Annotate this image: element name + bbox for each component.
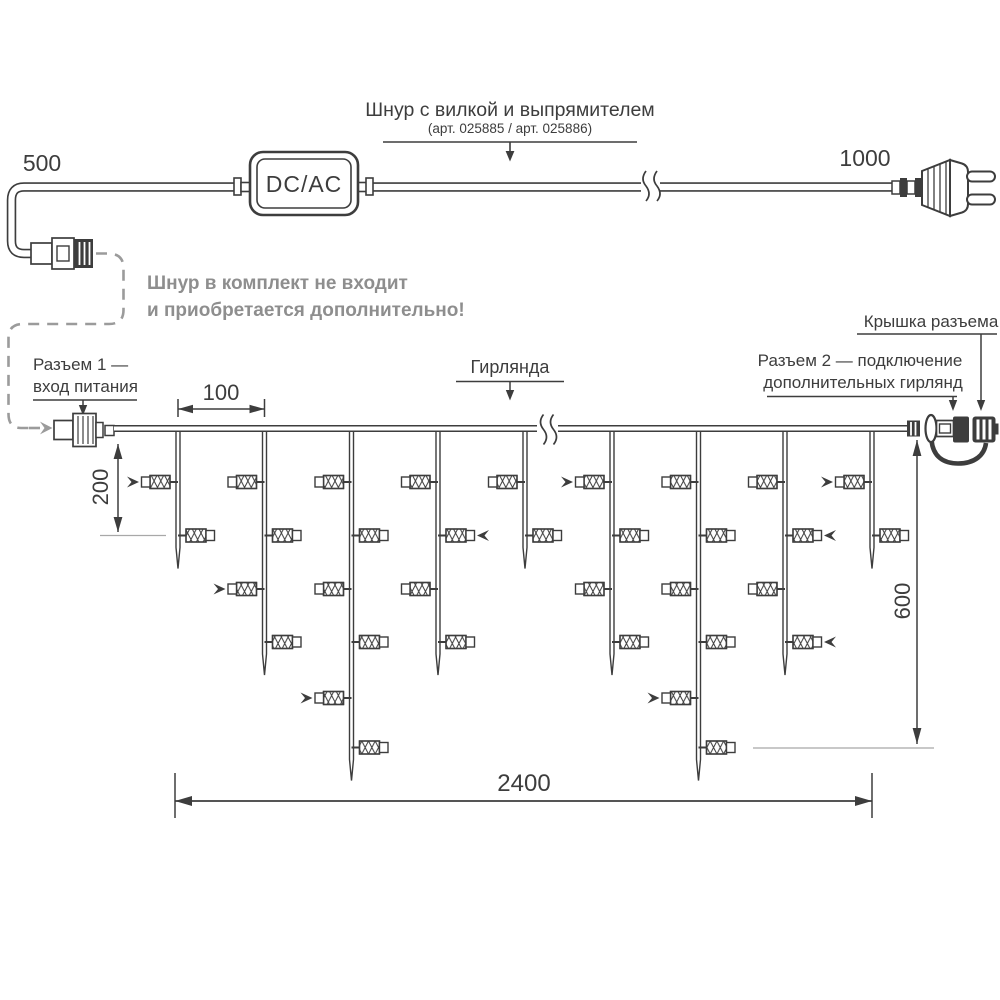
drop-wire bbox=[610, 431, 614, 676]
drop-wire bbox=[263, 431, 267, 676]
drop-wire bbox=[783, 431, 787, 676]
cord-length-left: 500 bbox=[22, 150, 62, 176]
icicle-drop bbox=[127, 431, 215, 569]
garland-label: Гирлянда bbox=[470, 357, 550, 377]
down-arrow-icon bbox=[506, 390, 514, 401]
led-bulb-icon bbox=[438, 529, 475, 542]
led-bulb-icon bbox=[836, 476, 873, 489]
plug-prong-bottom bbox=[967, 195, 995, 205]
cord-length-right: 1000 bbox=[839, 145, 891, 171]
garland-callout bbox=[456, 357, 564, 401]
dcac-converter bbox=[234, 152, 373, 215]
led-bulb-icon bbox=[662, 476, 699, 489]
led-bulb-icon bbox=[525, 529, 562, 542]
converter-right-nub bbox=[366, 178, 373, 195]
down-arrow-icon bbox=[949, 400, 957, 411]
led-bulb-icon bbox=[872, 529, 909, 542]
bulb-arrow-right-icon bbox=[301, 693, 313, 704]
led-bulb-icon bbox=[699, 636, 736, 649]
led-bulb-icon bbox=[662, 692, 699, 705]
icicle-drop bbox=[648, 431, 736, 781]
note-line2: и приобретается дополнительно! bbox=[147, 300, 465, 321]
dim-200-label: 200 bbox=[88, 468, 113, 506]
down-arrow-icon bbox=[506, 151, 515, 162]
icicle-drop bbox=[402, 431, 490, 676]
led-bulb-icon bbox=[142, 476, 179, 489]
drop-wire bbox=[870, 431, 874, 569]
wire-break-icon bbox=[537, 415, 558, 445]
led-bulb-icon bbox=[402, 583, 439, 596]
connector1 bbox=[54, 414, 114, 447]
led-bulb-icon bbox=[749, 583, 786, 596]
bulb-arrow-right-icon bbox=[214, 584, 226, 595]
led-bulb-icon bbox=[265, 636, 302, 649]
bulb-arrow-left-icon bbox=[824, 637, 836, 648]
drop-wire bbox=[176, 431, 180, 569]
plug-prong-top bbox=[967, 172, 995, 182]
dim-600-label: 600 bbox=[890, 582, 915, 620]
led-bulb-icon bbox=[315, 583, 352, 596]
cord-subtitle: (арт. 025885 / арт. 025886) bbox=[427, 121, 593, 136]
led-bulb-icon bbox=[228, 583, 265, 596]
cap-strap bbox=[932, 440, 987, 464]
connector1-callout bbox=[33, 355, 138, 416]
drop-wire bbox=[436, 431, 440, 676]
led-bulb-icon bbox=[178, 529, 215, 542]
connector2-body bbox=[953, 417, 969, 443]
connector2-callout bbox=[758, 351, 963, 411]
led-bulb-icon bbox=[576, 476, 613, 489]
cord-title: Шнур с вилкой и выпрямителем bbox=[365, 99, 655, 121]
led-bulb-icon bbox=[315, 692, 352, 705]
led-bulb-icon bbox=[352, 636, 389, 649]
converter-left-nub2 bbox=[241, 183, 250, 192]
led-bulb-icon bbox=[576, 583, 613, 596]
led-bulb-icon bbox=[315, 476, 352, 489]
icicle-drop bbox=[214, 431, 302, 676]
gray-arrow-icon bbox=[40, 422, 53, 435]
optional-cord-dashed-path bbox=[9, 254, 124, 435]
led-bulb-icon bbox=[662, 583, 699, 596]
drop-wire bbox=[523, 431, 527, 569]
cord-note bbox=[147, 273, 465, 321]
cord-right-segment bbox=[368, 171, 892, 201]
led-bulb-icon bbox=[699, 741, 736, 754]
bulb-arrow-right-icon bbox=[821, 477, 833, 488]
cord-break-icon bbox=[641, 171, 660, 201]
led-bulb-icon bbox=[785, 636, 822, 649]
connector2 bbox=[907, 415, 999, 464]
led-bulb-icon bbox=[489, 476, 526, 489]
led-bulb-icon bbox=[228, 476, 265, 489]
icicle-drop bbox=[821, 431, 909, 569]
icicle-drop bbox=[561, 431, 649, 676]
dimension-100 bbox=[178, 380, 265, 417]
bulb-arrow-left-icon bbox=[477, 530, 489, 541]
led-bulb-icon bbox=[352, 741, 389, 754]
bulb-arrow-left-icon bbox=[824, 530, 836, 541]
led-bulb-icon bbox=[265, 529, 302, 542]
euro-plug-icon bbox=[892, 160, 995, 216]
connector2-line2: дополнительных гирлянд bbox=[763, 373, 963, 392]
connector2-line1: Разъем 2 — подключение bbox=[757, 351, 963, 370]
connector1-line2: вход питания bbox=[33, 377, 138, 396]
dimension-2400 bbox=[175, 770, 872, 818]
connector1-line1: Разъем 1 — bbox=[33, 355, 129, 374]
icicle-drop bbox=[749, 431, 837, 676]
power-cord-assembly bbox=[12, 99, 996, 254]
connector-cap bbox=[973, 417, 999, 443]
converter-left-nub bbox=[234, 178, 241, 195]
down-arrow-icon bbox=[977, 400, 985, 411]
led-bulb-icon bbox=[438, 636, 475, 649]
bulb-arrow-right-icon bbox=[561, 477, 573, 488]
bulb-arrow-right-icon bbox=[648, 693, 660, 704]
icicle-drop bbox=[489, 431, 562, 569]
garland-wire bbox=[114, 415, 918, 445]
dim-100-label: 100 bbox=[202, 380, 240, 405]
icicle-drop bbox=[301, 431, 389, 781]
icicle-drops bbox=[127, 431, 909, 781]
dcac-label: DC/AC bbox=[265, 171, 343, 197]
dim-2400-label: 2400 bbox=[497, 770, 551, 797]
led-bulb-icon bbox=[785, 529, 822, 542]
led-bulb-icon bbox=[699, 529, 736, 542]
dimension-200 bbox=[88, 444, 166, 536]
led-bulb-icon bbox=[352, 529, 389, 542]
led-bulb-icon bbox=[402, 476, 439, 489]
note-line1: Шнур в комплект не входит bbox=[147, 273, 408, 294]
led-bulb-icon bbox=[749, 476, 786, 489]
extension-connector bbox=[31, 238, 93, 269]
led-bulb-icon bbox=[612, 529, 649, 542]
cord-title-callout bbox=[365, 99, 654, 162]
led-bulb-icon bbox=[612, 636, 649, 649]
cap-label: Крышка разъема bbox=[863, 312, 999, 331]
bulb-arrow-right-icon bbox=[127, 477, 139, 488]
